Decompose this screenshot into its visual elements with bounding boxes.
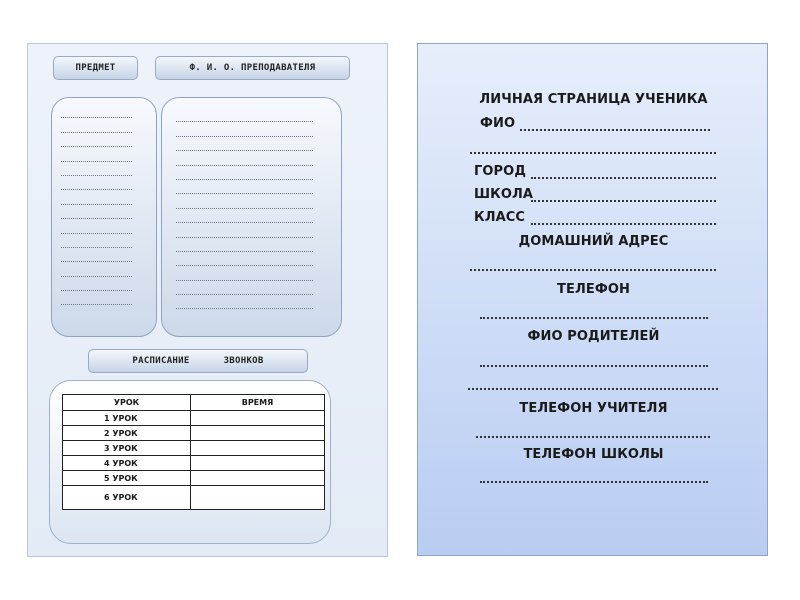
column-header-time: ВРЕМЯ	[191, 395, 325, 411]
lesson-cell: 4 УРОК	[63, 456, 191, 471]
table-row	[63, 441, 325, 456]
schedule-panel	[49, 380, 331, 544]
school-phone-line	[480, 481, 708, 483]
page-title: ЛИЧНАЯ СТРАНИЦА УЧЕНИКА	[479, 92, 708, 107]
parents-line	[480, 365, 708, 367]
bell-schedule-label-2: ЗВОНКОВ	[223, 356, 264, 366]
time-cell	[191, 486, 325, 510]
table-header-row	[63, 395, 325, 411]
school-line	[531, 200, 716, 202]
subject-label: ПРЕДМЕТ	[75, 63, 116, 73]
bell-schedule-label: РАСПИСАНИЕ	[132, 356, 190, 366]
city-label: ГОРОД	[474, 164, 526, 179]
time-cell	[191, 426, 325, 441]
table-row	[63, 411, 325, 426]
phone-label: ТЕЛЕФОН	[557, 282, 630, 297]
time-cell	[191, 441, 325, 456]
teachers-panel	[161, 97, 342, 337]
lesson-cell: 5 УРОК	[63, 471, 191, 486]
school-phone-label: ТЕЛЕФОН ШКОЛЫ	[523, 447, 664, 462]
lesson-cell: 1 УРОК	[63, 411, 191, 426]
time-cell	[191, 411, 325, 426]
column-header-lesson: УРОК	[63, 395, 191, 411]
address-label: ДОМАШНИЙ АДРЕС	[518, 234, 669, 249]
school-label: ШКОЛА	[474, 187, 534, 202]
teacher-label-box	[155, 56, 350, 80]
subjects-panel	[51, 97, 157, 337]
parents-line-2	[468, 388, 718, 390]
name-line	[520, 129, 710, 131]
subjects-lines	[61, 104, 132, 305]
class-label: КЛАСС	[474, 210, 526, 225]
class-line	[531, 223, 716, 225]
table-row	[63, 456, 325, 471]
teacher-phone-line	[476, 436, 710, 438]
teachers-lines	[176, 108, 313, 309]
subject-label-box	[53, 56, 138, 80]
lesson-cell: 6 УРОК	[63, 486, 191, 510]
name-label: ФИО	[480, 116, 516, 131]
time-cell	[191, 456, 325, 471]
bell-schedule-table	[62, 394, 325, 510]
table-row	[63, 471, 325, 486]
parents-label: ФИО РОДИТЕЛЕЙ	[527, 329, 660, 344]
name-line-2	[470, 152, 716, 154]
right-page	[417, 43, 768, 556]
phone-line	[480, 317, 708, 319]
teacher-label: Ф. И. О. ПРЕПОДАВАТЕЛЯ	[189, 63, 316, 73]
city-line	[531, 177, 716, 179]
address-line	[470, 269, 716, 271]
teacher-phone-label: ТЕЛЕФОН УЧИТЕЛЯ	[519, 401, 668, 416]
time-cell	[191, 471, 325, 486]
lesson-cell: 2 УРОК	[63, 426, 191, 441]
table-row	[63, 426, 325, 441]
lesson-cell: 3 УРОК	[63, 441, 191, 456]
table-row	[63, 486, 325, 510]
bell-schedule-label-box	[88, 349, 308, 373]
